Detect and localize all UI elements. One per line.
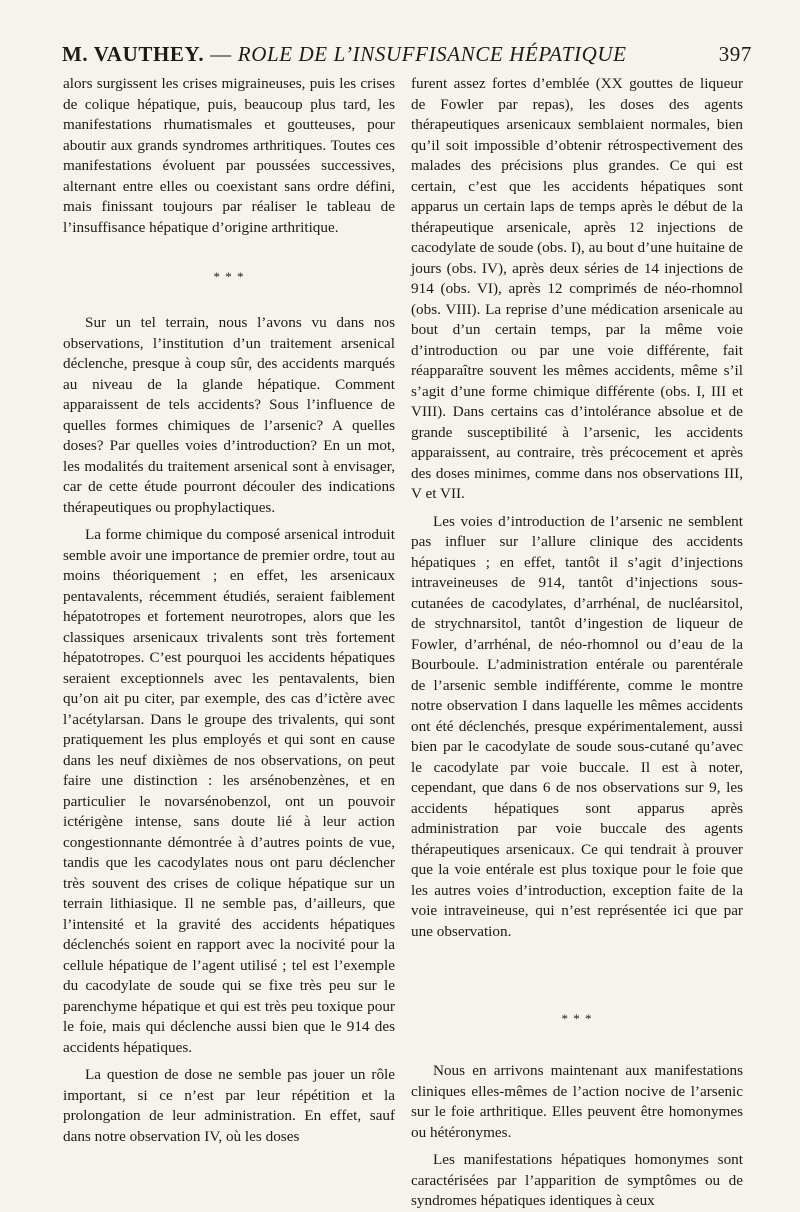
paragraph: Les manifestations hépatiques homonymes sont caractérisées par l’apparition de symptômes ou de syndromes hépatiques identiques à ceux (411, 1151, 743, 1209)
header-title-line (62, 42, 627, 67)
right-column (411, 74, 743, 1212)
running-header (62, 42, 752, 67)
paragraph: La forme chimique du composé arsenical introduit semble avoir une importance de premier ordre, tout au moins théoriquement ; en effet, les arsenicaux pentavalents, récemment étudiés, seraient faiblement hépatotropes et fortement neurotropes, alors que les classiques arsenicaux trivalents sont très fortement hépatotropes. C’est pourquoi les accidents hépatiques seraient exceptionnels avec les pentavalents, bien qu’on ait pu citer, par exemple, des cas d’ictère avec l’acétylarsan. Dans le groupe des trivalents, qui sont pratiquement les plus employés et qui sont en cause dans les neuf dixièmes de nos observations, on peut faire une distinction : les arsénobenzènes, et en particulier le novarsénobenzol, ont un pouvoir ictérigène intense, sans doute lié à leur action congestionnante démontrée à d’autres points de vue, tandis que les cacodylates nous ont paru déclencher très souvent des crises de colique hépatique sur un terrain lithiasique. Il ne semble pas, d’ailleurs, que l’intensité et la gravité des accidents hépatiques déclenchés soient en rapport avec la nocivité pour la cellule hépatique de l’agent utilisé ; tel est l’exemple du cacodylate de soude qui se fixe très peu sur le parenchyme hépatique et qui est très peu toxique pour le foie, mais qui déclenche aussi bien que le 914 des accidents hépatiques. (63, 526, 395, 1056)
header-separator: — (210, 42, 232, 66)
header-author: M. VAUTHEY. (62, 42, 205, 66)
paragraph: alors surgissent les crises migraineuses, puis les crises de colique hépatique, puis, beaucoup plus tard, les manifestations rhumatismales et goutteuses, pour aboutir aux grands syndromes arthritiques. Toutes ces manifestations évoluent par poussées successives, alternant entre elles ou coexistant sans ordre défini, mais finissant toujours par réaliser le tableau de l’insuffisance hépatique d’origine arthritique. (63, 75, 395, 236)
section-break-asterism: * * * (561, 1011, 593, 1026)
header-article-title: ROLE DE L’INSUFFISANCE HÉPATIQUE (237, 42, 627, 66)
paragraph: furent assez fortes d’emblée (XX gouttes de liqueur de Fowler par repas), les doses des agents thérapeutiques arsenicaux semblaient normales, bien qu’il soit impossible d’obtenir rétrospectivement des malades des précisions plus grandes. Ce qui est certain, c’est que les accidents hépatiques sont apparus un certain laps de temps après le début de la thérapeutique arsenicale, après 12 injections de cacodylate de soude (obs. I), au bout d’une huitaine de jours (obs. IV), après deux séries de 14 injections de 914 (obs. VI), après 12 comprimés de néo-rhomnol (obs. VIII). La reprise d’une médication arsenicale au bout d’un certain temps, par la même voie d’introduction ou par une voie différente, fait réapparaître souvent les mêmes accidents, même s’il s’agit d’une forme chimique différente (obs. I, III et VIII). Dans certains cas d’intolérance absolue et de grande susceptibilité à l’arsenic, les accidents apparaissent, au contraire, très précocement et après des doses minimes, comme dans nos observations III, V et VII. (411, 75, 743, 502)
page-number: 397 (718, 42, 752, 66)
paragraph: Sur un tel terrain, nous l’avons vu dans nos observations, l’institution d’un traitement arsenical déclenche, presque à coup sûr, des accidents marqués au niveau de la glande hépatique. Comment apparaissent de tels accidents? Sous l’influence de quelles formes chimiques de l’arsenic? A quelles doses? Par quelles voies d’introduction? En un mot, les modalités du traitement arsenical sont à envisager, car de cette étude pourront découler des indications thérapeutiques ou prophylactiques. (63, 314, 395, 516)
left-column (63, 74, 395, 1147)
paragraph: Nous en arrivons maintenant aux manifestations cliniques elles-mêmes de l’action nocive de l’arsenic sur le foie arthritique. Elles peuvent être homonymes ou hétéronymes. (411, 1062, 743, 1141)
paragraph: La question de dose ne semble pas jouer un rôle important, si ce n’est par leur répétition et la prolongation de leur administration. En effet, sauf dans notre observation IV, où les doses (63, 1066, 395, 1145)
section-break-asterism: * * * (213, 269, 245, 284)
paragraph: Les voies d’introduction de l’arsenic ne semblent pas influer sur l’allure clinique des accidents hépatiques ; en effet, tantôt il s’agit d’injections intraveineuses de 914, tantôt d’injections sous-cutanées de cacodylates, d’arrhénal, de nucléarsitol, de strychnarsitol, tantôt d’ingestion de liqueur de Fowler, d’arrhénal, de néo-rhomnol ou d’eau de la Bourboule. L’administration entérale ou parentérale de l’arsenic semble indifférente, comme le montre notre observation I dans laquelle les mêmes accidents ont été déclenchés, presque expérimentalement, aussi bien par le cacodylate de soude sous-cutané qu’avec le cacodylate par voie buccale. Il est à noter, cependant, que dans 6 de nos observations sur 9, les accidents hépatiques sont apparus après administration par voie buccale des agents thérapeutiques arsenicaux. Ce qui tendrait à prouver que la voie entérale est plus toxique pour le foie que les autres voies d’introduction, exception faite de la voie intraveineuse, qui n’est représentée ici que par une observation. (411, 512, 743, 940)
